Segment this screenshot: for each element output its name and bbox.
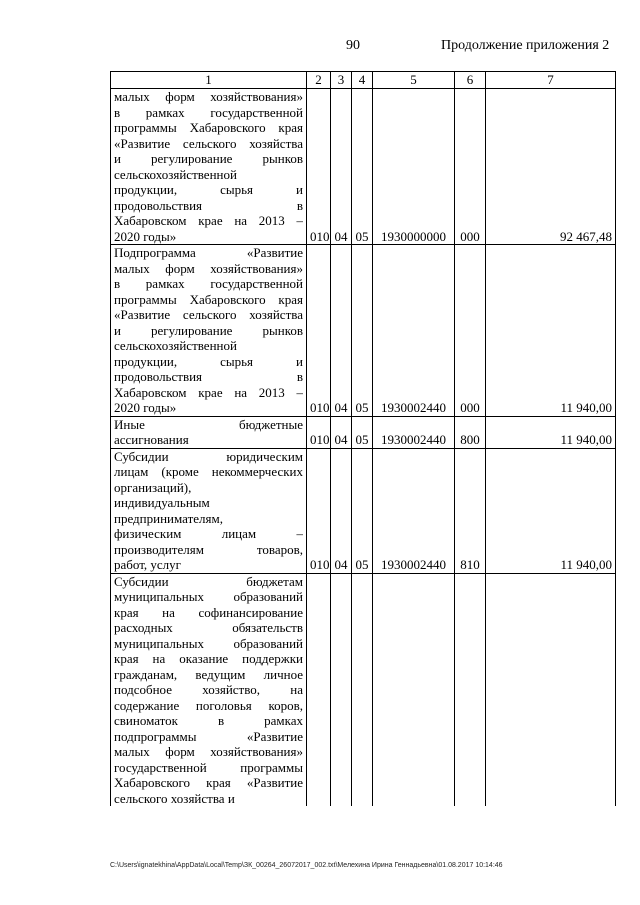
description-line: расходных обязательств — [114, 620, 303, 635]
description-line: физическим лицам – — [114, 526, 303, 541]
expense-type-code: 000 — [455, 89, 486, 245]
table-row — [111, 245, 616, 417]
description-line: подсобное хозяйство, на — [114, 682, 303, 697]
description-line: муниципальных образований — [114, 589, 303, 604]
subsection-code: 05 — [352, 416, 373, 448]
description-line: малых форм хозяйствования» — [114, 260, 303, 276]
description-line: края на софинансирование — [114, 604, 303, 620]
description-line: программы Хабаровского края — [114, 120, 303, 135]
ministry-code: 010 — [307, 448, 331, 573]
table-row — [111, 89, 616, 245]
section-code: 04 — [331, 448, 352, 573]
table-row — [111, 416, 616, 448]
column-header: 3 — [331, 72, 352, 89]
description-line: производителям товаров, — [114, 541, 303, 557]
description-line: программы Хабаровского края — [114, 291, 303, 307]
section-code: 04 — [331, 416, 352, 448]
row-description — [111, 573, 307, 806]
row-description — [111, 245, 307, 417]
section-code: 04 — [331, 245, 352, 417]
table-row — [111, 448, 616, 573]
description-line: сельского хозяйства и — [114, 790, 235, 806]
row-description — [111, 448, 307, 573]
description-line: Хабаровского края «Развитие — [114, 775, 303, 790]
target-article-code: 1930002440 — [373, 245, 455, 417]
description-line: «Развитие сельского хозяйства — [114, 307, 303, 322]
section-code: 04 — [331, 89, 352, 245]
amount-value — [486, 573, 616, 806]
ministry-code: 010 — [307, 416, 331, 448]
column-header: 1 — [111, 72, 307, 89]
description-line: Подпрограмма «Развитие — [114, 245, 303, 260]
description-line: подпрограммы «Развитие — [114, 728, 303, 744]
description-line: индивидуальным — [114, 495, 210, 510]
description-line: ассигнования — [114, 432, 189, 447]
description-line: «Развитие сельского хозяйства — [114, 135, 303, 151]
target-article-code: 1930000000 — [373, 89, 455, 245]
continuation-label: Продолжение приложения 2 — [441, 38, 610, 53]
description-line: государственной программы — [114, 759, 303, 775]
description-line: Хабаровском крае на 2013 – — [114, 384, 303, 400]
column-header: 2 — [307, 72, 331, 89]
description-line: и регулирование рынков — [114, 322, 303, 338]
description-line: в рамках государственной — [114, 104, 303, 120]
subsection-code: 05 — [352, 448, 373, 573]
subsection-code: 05 — [352, 89, 373, 245]
column-header: 5 — [373, 72, 455, 89]
ministry-code: 010 — [307, 89, 331, 245]
amount-value: 92 467,48 — [486, 89, 616, 245]
description-line: Субсидии юридическим — [114, 448, 303, 464]
subsection-code — [352, 573, 373, 806]
description-line: малых форм хозяйствования» — [114, 744, 303, 759]
row-description — [111, 89, 307, 245]
amount-value: 11 940,00 — [486, 245, 616, 417]
column-header: 6 — [455, 72, 486, 89]
description-line: Субсидии бюджетам — [114, 573, 303, 589]
table-row — [111, 573, 616, 806]
section-code — [331, 573, 352, 806]
target-article-code: 1930002440 — [373, 416, 455, 448]
column-header: 7 — [486, 72, 616, 89]
description-line: сельскохозяйственной — [114, 166, 237, 182]
description-line: края на оказание поддержки — [114, 651, 303, 666]
expense-type-code — [455, 573, 486, 806]
subsection-code: 05 — [352, 245, 373, 417]
expense-type-code: 800 — [455, 416, 486, 448]
row-description — [111, 416, 307, 448]
expense-type-code: 810 — [455, 448, 486, 573]
footer-path: C:\Users\ignatekhina\AppData\Local\Temp\ЗК_00264_26072017_002.txt\Мелехина Ирина Геннадьевна\01.08.2017 10:14:46 — [110, 862, 503, 869]
amount-value: 11 940,00 — [486, 448, 616, 573]
description-line: работ, услуг — [114, 557, 182, 572]
description-line: продукции, сырья и — [114, 353, 303, 369]
description-line: продукции, сырья и — [114, 182, 303, 197]
description-line: муниципальных образований — [114, 635, 303, 651]
description-line: предпринимателям, — [114, 510, 223, 526]
page-number: 90 — [346, 38, 360, 53]
target-article-code — [373, 573, 455, 806]
ministry-code — [307, 573, 331, 806]
ministry-code: 010 — [307, 245, 331, 417]
description-line: организаций), — [114, 479, 192, 495]
description-line: продовольствия в — [114, 197, 303, 213]
description-line: малых форм хозяйствования» — [114, 89, 303, 104]
description-line: 2020 годы» — [114, 400, 177, 415]
description-line: Хабаровском крае на 2013 – — [114, 213, 303, 228]
column-header-row — [111, 72, 616, 89]
description-line: содержание поголовья коров, — [114, 697, 303, 713]
description-line: гражданам, ведущим личное — [114, 666, 303, 682]
description-line: 2020 годы» — [114, 228, 177, 244]
budget-table — [110, 71, 616, 806]
description-line: продовольствия в — [114, 369, 303, 384]
amount-value: 11 940,00 — [486, 416, 616, 448]
column-header: 4 — [352, 72, 373, 89]
description-line: сельскохозяйственной — [114, 338, 237, 353]
expense-type-code: 000 — [455, 245, 486, 417]
description-line: в рамках государственной — [114, 276, 303, 291]
target-article-code: 1930002440 — [373, 448, 455, 573]
description-line: лицам (кроме некоммерческих — [114, 464, 303, 479]
description-line: и регулирование рынков — [114, 151, 303, 166]
description-line: Иные бюджетные — [114, 416, 303, 432]
description-line: свиноматок в рамках — [114, 713, 303, 728]
